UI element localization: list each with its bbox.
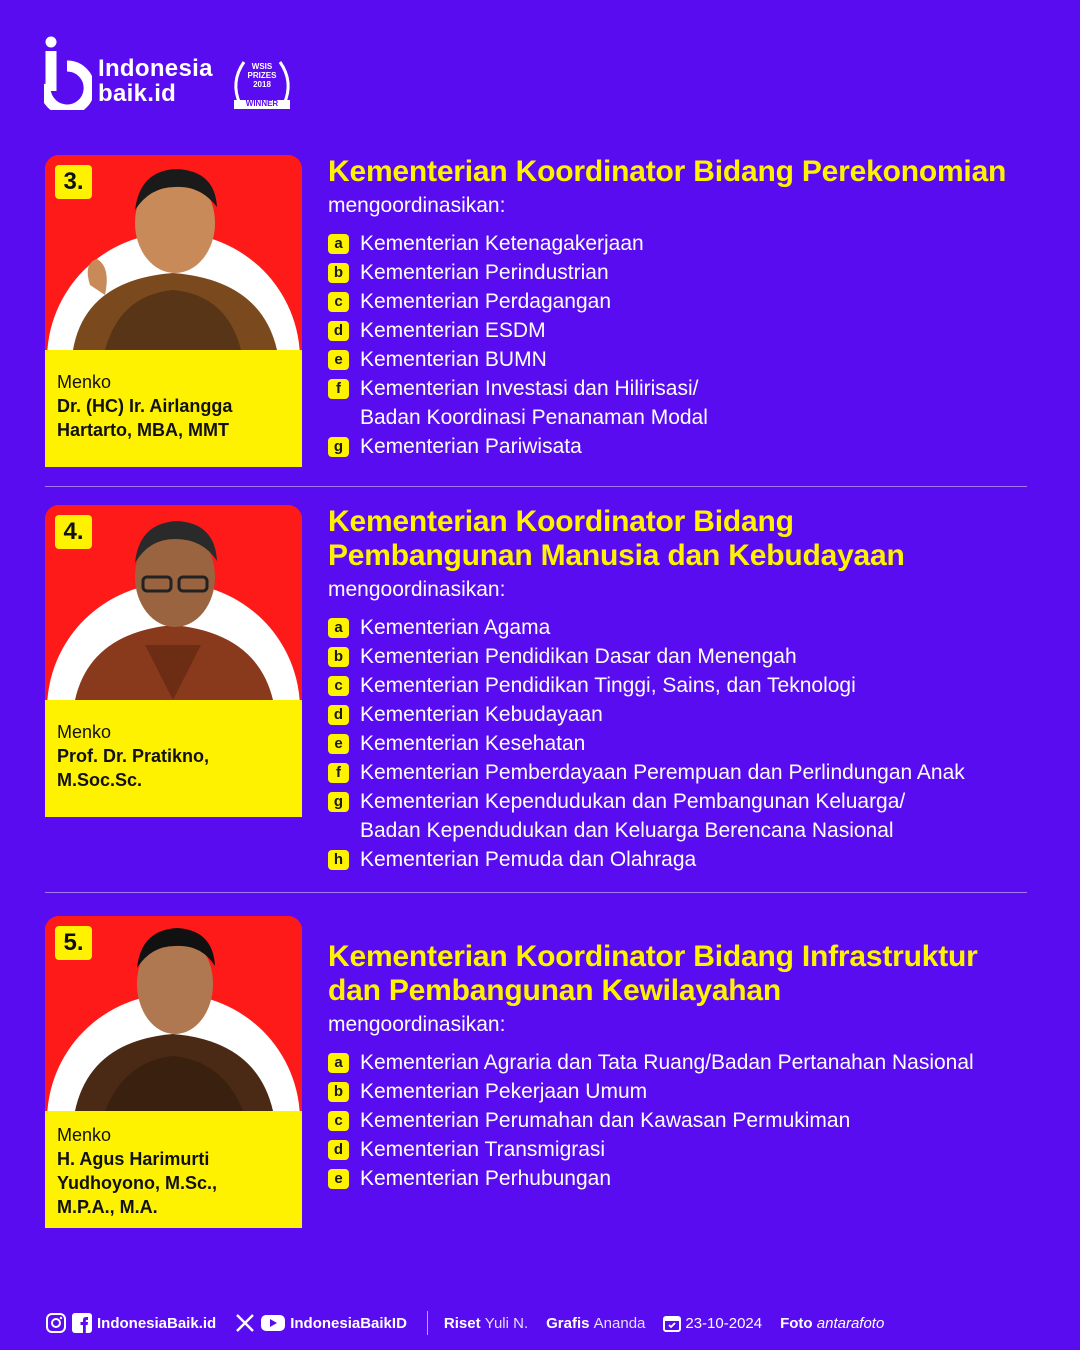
minister-name-line3: M.P.A., M.A. <box>57 1197 158 1217</box>
item-text: Kementerian Transmigrasi <box>360 1138 606 1161</box>
list-item <box>328 287 1028 316</box>
item-text: Kementerian Perhubungan <box>360 1167 612 1190</box>
minister-role: Menko <box>57 1125 112 1145</box>
item-text: Kementerian Kebudayaan <box>360 703 603 726</box>
ministry-title-line1: Kementerian Koordinator Bidang Perekonomian <box>328 155 1007 188</box>
minister-photo <box>45 505 302 700</box>
list-item <box>328 374 1028 432</box>
minister-name-line1: Prof. Dr. Pratikno, <box>57 746 210 766</box>
footer-separator <box>427 1311 428 1335</box>
item-letter: h <box>328 850 349 870</box>
social-handle-2[interactable]: IndonesiaBaikID <box>290 1314 407 1332</box>
brand-name-line2: baik.id <box>98 80 177 107</box>
grafis-name: Ananda <box>593 1314 646 1332</box>
ministry-content <box>328 940 1028 1193</box>
list-item <box>328 845 1028 874</box>
footer <box>45 1309 1035 1337</box>
indonesiabaik-logo-icon <box>44 36 92 110</box>
award-line1: WSIS <box>251 62 273 71</box>
item-letter: d <box>328 1140 349 1160</box>
award-line3: 2018 <box>253 80 271 89</box>
item-text: Kementerian ESDM <box>360 319 546 342</box>
list-item <box>328 432 1028 461</box>
minister-photo <box>45 916 302 1111</box>
ministry-title-line2: Pembangunan Manusia dan Kebudayaan <box>328 539 905 572</box>
item-text: Kementerian Pekerjaan Umum <box>360 1080 648 1103</box>
wsis-award-badge <box>228 52 296 118</box>
card-number: 5. <box>55 926 92 960</box>
minister-card <box>45 155 302 467</box>
list-item <box>328 613 1028 642</box>
instagram-icon[interactable] <box>45 1312 67 1334</box>
item-text: Kementerian Ketenagakerjaan <box>360 232 644 255</box>
ministry-subtitle: mengoordinasikan: <box>328 578 506 601</box>
minister-card <box>45 505 302 817</box>
ministry-content <box>328 155 1028 461</box>
grafis-label: Grafis <box>546 1314 590 1332</box>
publish-date: 23-10-2024 <box>685 1314 763 1332</box>
section-divider <box>45 486 1027 487</box>
youtube-icon[interactable] <box>260 1312 286 1334</box>
list-item <box>328 642 1028 671</box>
minister-name-line2: Hartarto, MBA, MMT <box>57 420 229 440</box>
minister-photo <box>45 155 302 350</box>
item-letter: a <box>328 234 349 254</box>
ministry-title-line2: dan Pembangunan Kewilayahan <box>328 974 782 1007</box>
item-text: Kementerian Perdagangan <box>360 290 612 313</box>
ministry-list <box>328 229 1028 461</box>
brand-name-line1: Indonesia <box>98 55 213 82</box>
list-item <box>328 671 1028 700</box>
item-letter: b <box>328 1082 349 1102</box>
ministry-title-line1: Kementerian Koordinator Bidang <box>328 505 794 538</box>
item-letter: e <box>328 350 349 370</box>
minister-name-line1: H. Agus Harimurti <box>57 1149 210 1169</box>
item-text: Kementerian Agraria dan Tata Ruang/Badan Pertanahan Nasional <box>360 1051 974 1074</box>
foto-source: antarafoto <box>816 1314 885 1332</box>
ministry-title <box>328 505 1028 573</box>
award-line4: WINNER <box>245 99 279 108</box>
ministry-title-line1: Kementerian Koordinator Bidang Infrastruktur <box>328 940 978 973</box>
item-text-cont: Badan Kependudukan dan Keluarga Berencana Nasional <box>360 819 894 842</box>
list-item <box>328 1135 1028 1164</box>
minister-name-line2: M.Soc.Sc. <box>57 770 143 790</box>
item-letter: c <box>328 292 349 312</box>
minister-role: Menko <box>57 372 112 392</box>
item-letter: e <box>328 1169 349 1189</box>
award-line2: PRIZES <box>247 71 277 80</box>
item-letter: f <box>328 763 349 783</box>
item-letter: c <box>328 1111 349 1131</box>
list-item <box>328 316 1028 345</box>
list-item <box>328 1077 1028 1106</box>
minister-name-box <box>45 700 302 817</box>
item-text: Kementerian Pariwisata <box>360 435 582 458</box>
item-text: Kementerian Pendidikan Tinggi, Sains, dan Teknologi <box>360 674 856 697</box>
ministry-title <box>328 940 1028 1008</box>
card-number: 3. <box>55 165 92 199</box>
list-item <box>328 229 1028 258</box>
award-text <box>228 52 296 108</box>
item-text: Kementerian Kependudukan dan Pembangunan Keluarga/ <box>360 790 906 813</box>
list-item <box>328 787 1028 845</box>
item-letter: a <box>328 618 349 638</box>
list-item <box>328 758 1028 787</box>
list-item <box>328 345 1028 374</box>
ministry-list <box>328 613 1028 874</box>
item-text: Kementerian Pemuda dan Olahraga <box>360 848 697 871</box>
calendar-icon <box>663 1314 681 1332</box>
riset-label: Riset <box>443 1314 481 1332</box>
item-text-cont: Badan Koordinasi Penanaman Modal <box>360 406 708 429</box>
minister-name-line2: Yudhoyono, M.Sc., <box>57 1173 218 1193</box>
list-item <box>328 1164 1028 1193</box>
item-letter: b <box>328 647 349 667</box>
foto-label: Foto <box>780 1314 813 1332</box>
minister-role: Menko <box>57 722 112 742</box>
riset-name: Yuli N. <box>484 1314 529 1332</box>
item-letter: d <box>328 321 349 341</box>
item-letter: d <box>328 705 349 725</box>
section-divider <box>45 892 1027 893</box>
minister-name-box <box>45 350 302 467</box>
brand-name <box>98 56 213 106</box>
social-handle-1[interactable]: IndonesiaBaik.id <box>97 1314 217 1332</box>
minister-card <box>45 916 302 1228</box>
facebook-icon[interactable] <box>71 1312 93 1334</box>
list-item <box>328 1048 1028 1077</box>
list-item <box>328 258 1028 287</box>
item-text: Kementerian Agama <box>360 616 551 639</box>
list-item <box>328 729 1028 758</box>
item-letter: g <box>328 437 349 457</box>
card-number: 4. <box>55 515 92 549</box>
list-item <box>328 1106 1028 1135</box>
ministry-list <box>328 1048 1028 1193</box>
item-letter: e <box>328 734 349 754</box>
item-letter: f <box>328 379 349 399</box>
item-text: Kementerian Perumahan dan Kawasan Permukiman <box>360 1109 851 1132</box>
brand-logo <box>44 36 304 120</box>
ministry-content <box>328 505 1028 874</box>
x-twitter-icon[interactable] <box>234 1312 256 1334</box>
item-letter: c <box>328 676 349 696</box>
item-text: Kementerian Perindustrian <box>360 261 609 284</box>
list-item <box>328 700 1028 729</box>
item-text: Kementerian Pendidikan Dasar dan Menengah <box>360 645 797 668</box>
item-text: Kementerian Kesehatan <box>360 732 586 755</box>
item-text: Kementerian Pemberdayaan Perempuan dan Perlindungan Anak <box>360 761 965 784</box>
minister-name-box <box>45 1111 302 1228</box>
ministry-subtitle: mengoordinasikan: <box>328 194 506 217</box>
item-letter: g <box>328 792 349 812</box>
ministry-title <box>328 155 1028 189</box>
item-letter: a <box>328 1053 349 1073</box>
item-text: Kementerian BUMN <box>360 348 547 371</box>
item-letter: b <box>328 263 349 283</box>
ministry-subtitle: mengoordinasikan: <box>328 1013 506 1036</box>
item-text: Kementerian Investasi dan Hilirisasi/ <box>360 377 699 400</box>
minister-name-line1: Dr. (HC) Ir. Airlangga <box>57 396 233 416</box>
